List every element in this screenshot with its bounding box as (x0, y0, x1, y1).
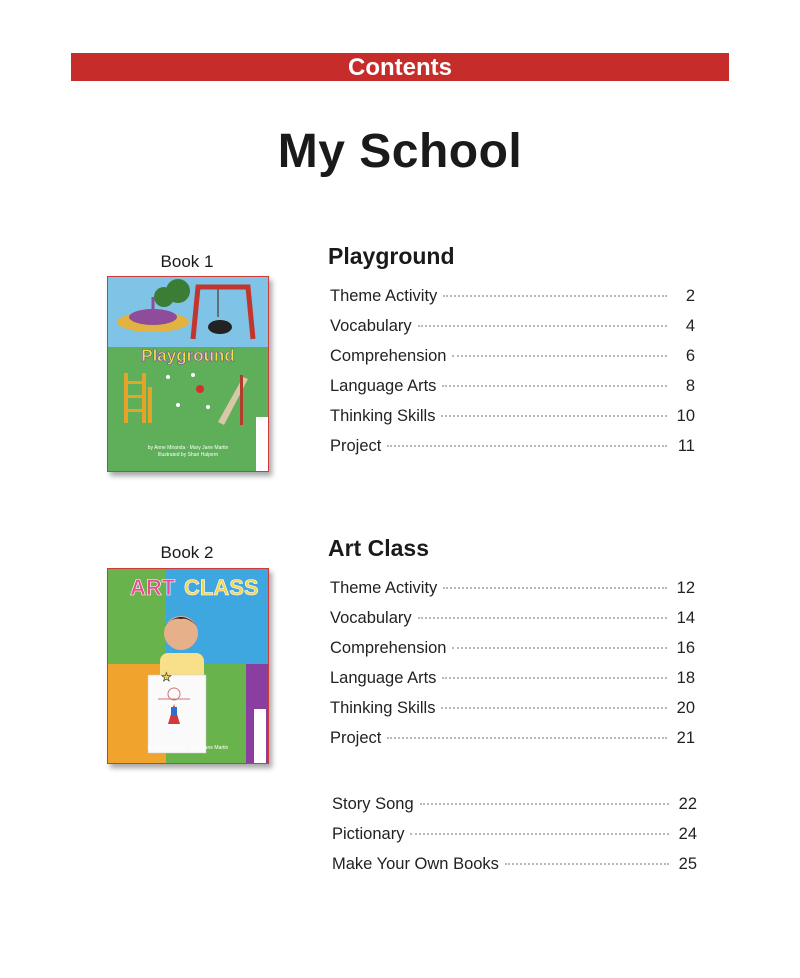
toc-page: 4 (685, 317, 695, 335)
toc-row[interactable] (332, 855, 697, 885)
toc-row[interactable] (330, 347, 695, 377)
toc-label: Language Arts (330, 377, 437, 395)
cover-credits: by Anne Miranda · Mary Jane Martin (147, 745, 229, 751)
leader-dots (420, 803, 669, 805)
book-1-title: Playground (328, 243, 455, 269)
toc-label: Thinking Skills (330, 699, 436, 717)
contents-banner: Contents (71, 53, 729, 81)
toc-row[interactable] (330, 287, 695, 317)
leader-dots (410, 833, 668, 835)
leader-dots (387, 445, 667, 447)
toc-row[interactable] (330, 669, 695, 699)
toc-page: 25 (678, 855, 697, 873)
cover-credits: by Anne Miranda · Mary Jane Martin (147, 445, 229, 451)
leader-dots (443, 295, 667, 297)
toc-row[interactable] (330, 639, 695, 669)
toc-label: Comprehension (330, 639, 447, 657)
cover-illustrator: Illustrated by Shari Halpern (157, 452, 219, 458)
toc-row[interactable] (330, 699, 695, 729)
star-icon: ★ (161, 670, 172, 684)
art-class-cover-illustration (108, 569, 268, 763)
toc-page: 6 (685, 347, 695, 365)
toc-page: 10 (676, 407, 695, 425)
toc-row[interactable] (332, 825, 697, 855)
leader-dots (418, 325, 667, 327)
book-2-cover[interactable] (107, 568, 269, 764)
toc-row[interactable] (330, 407, 695, 437)
leader-dots (387, 737, 666, 739)
book-2-toc (330, 579, 695, 759)
book-1-cover[interactable] (107, 276, 269, 472)
toc-label: Theme Activity (330, 579, 438, 597)
toc-label: Make Your Own Books (332, 855, 499, 873)
leader-dots (505, 863, 669, 865)
book-1-label: Book 1 (160, 252, 214, 271)
leader-dots (442, 677, 666, 679)
cover-title-class: CLASS (184, 575, 259, 600)
toc-label: Pictionary (332, 825, 405, 843)
toc-page: 14 (676, 609, 695, 627)
leader-dots (441, 707, 666, 709)
toc-page: 18 (676, 669, 695, 687)
book-2-title: Art Class (328, 535, 429, 561)
toc-row[interactable] (330, 609, 695, 639)
toc-row[interactable] (330, 377, 695, 407)
toc-label: Project (330, 729, 382, 747)
toc-row[interactable] (330, 437, 695, 467)
leader-dots (442, 385, 667, 387)
toc-page: 12 (676, 579, 695, 597)
leader-dots (452, 355, 667, 357)
cover-title-art: ART (130, 575, 176, 600)
toc-label: Language Arts (330, 669, 437, 687)
toc-page: 24 (678, 825, 697, 843)
leader-dots (441, 415, 666, 417)
toc-label: Theme Activity (330, 287, 438, 305)
toc-row[interactable] (330, 317, 695, 347)
toc-page: 20 (676, 699, 695, 717)
toc-page: 8 (685, 377, 695, 395)
toc-label: Vocabulary (330, 609, 412, 627)
toc-page: 2 (685, 287, 695, 305)
toc-page: 16 (676, 639, 695, 657)
toc-label: Story Song (332, 795, 414, 813)
toc-page: 21 (676, 729, 695, 747)
playground-cover-illustration (108, 277, 268, 471)
page-title: My School (277, 125, 523, 178)
toc-row[interactable] (330, 729, 695, 759)
toc-label: Project (330, 437, 382, 455)
extras-toc (332, 795, 697, 885)
cover-title-text: Playground (141, 346, 235, 365)
leader-dots (443, 587, 666, 589)
toc-page: 22 (678, 795, 697, 813)
leader-dots (418, 617, 667, 619)
toc-label: Thinking Skills (330, 407, 436, 425)
toc-row[interactable] (332, 795, 697, 825)
toc-row[interactable] (330, 579, 695, 609)
toc-page: 11 (677, 437, 695, 455)
toc-label: Comprehension (330, 347, 447, 365)
book-1-toc (330, 287, 695, 467)
toc-label: Vocabulary (330, 317, 412, 335)
leader-dots (452, 647, 666, 649)
book-2-label: Book 2 (160, 543, 214, 562)
